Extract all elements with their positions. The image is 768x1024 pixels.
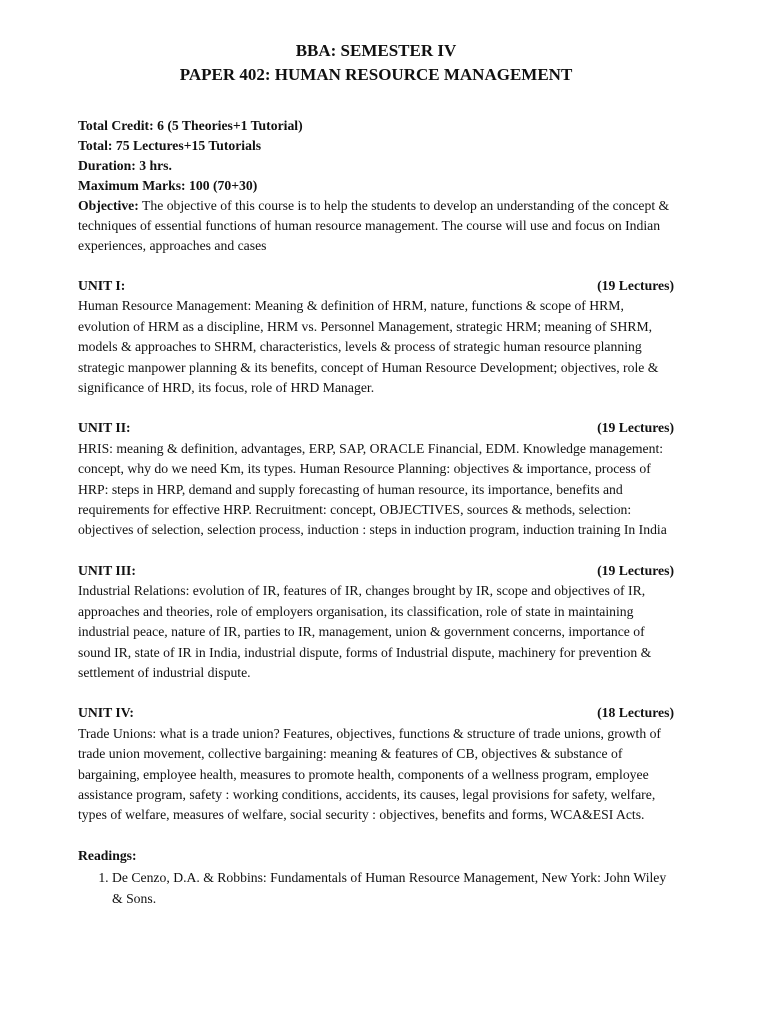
- unit-heading: [78, 561, 674, 581]
- unit-heading: [78, 276, 674, 296]
- unit-body: Industrial Relations: evolution of IR, features of IR, changes brought by IR, scope and objectives of IR, approaches and theories, role of employers organisation, its classification, role of state in maintaining industrial peace, nature of IR, parties to IR, management, union & government concerns, importance of sound IR, state of IR in India, industrial dispute, forms of Industrial dispute, machinery for prevention & settlement of industrial dispute.: [78, 583, 652, 680]
- objective-label: Objective:: [78, 198, 139, 213]
- total-credit: Total Credit: 6 (5 Theories+1 Tutorial): [78, 118, 303, 133]
- unit-body: Trade Unions: what is a trade union? Features, objectives, functions & structure of trade unions, growth of trade union movement, collective bargaining: meaning & features of CB, objectives & substance of bargaining, employee health, measures to promote health, components of a wellness program, employee assistance program, safety : working conditions, accidents, its causes, legal provisions for safety, welfare, types of welfare, measures of welfare, social security : objectives, benefits and forms, WCA&ESI Acts.: [78, 725, 661, 823]
- total-lectures: Total: 75 Lectures+15 Tutorials: [78, 138, 262, 153]
- unit-body: HRIS: meaning & definition, advantages, ERP, SAP, ORACLE Financial, EDM. Knowledge management: concept, why do we need Km, its types. Human Resource Planning: objectives & importance, process of HRP: steps in HRP, demand and supply forecasting of human resource, its importance, benefits and requirements for effective HRP. Recruitment: concept, OBJECTIVES, sources & methods, selection: objectives of selection, selection process, induction : steps in induction program, induction training In India: [78, 440, 667, 538]
- title-line-2: PAPER 402: HUMAN RESOURCE MANAGEMENT: [179, 65, 573, 84]
- objective-text: The objective of this course is to help the students to develop an understanding of the concept & techniques of essential functions of human resource management. The course will use and focus on Indian experiences, approaches and cases: [78, 198, 670, 253]
- unit-section: [78, 703, 674, 825]
- reading-item: 1. De Cenzo, D.A. & Robbins: Fundamentals of Human Resource Management, New York: John Wiley & Sons.: [112, 868, 674, 909]
- unit-title: UNIT III:: [78, 562, 136, 578]
- duration: Duration: 3 hrs.: [78, 158, 172, 173]
- unit-section: [78, 276, 674, 398]
- unit-title: UNIT I:: [78, 278, 126, 293]
- unit-lectures: (18 Lectures): [597, 705, 674, 721]
- unit-lectures: (19 Lectures): [597, 562, 674, 578]
- unit-title: UNIT IV:: [78, 705, 134, 721]
- unit-body: Human Resource Management: Meaning & definition of HRM, nature, functions & scope of HRM, evolution of HRM as a discipline, HRM vs. Personnel Management, strategic HRM; meaning of SHRM, models & approaches to SHRM, characteristics, levels & process of strategic human resource planning strategic manpower planning & its benefits, concept of Human Resource Development; objectives, role & significance of HRD, its focus, role of HRD Manager.: [78, 298, 659, 396]
- document-page: [78, 40, 674, 909]
- unit-lectures: (19 Lectures): [597, 278, 674, 293]
- readings-section: [78, 846, 674, 909]
- unit-title: UNIT II:: [78, 420, 131, 436]
- unit-heading: [78, 703, 674, 723]
- unit-lectures: (19 Lectures): [597, 420, 674, 436]
- maximum-marks: Maximum Marks: 100 (70+30): [78, 178, 258, 193]
- title-line-1: BBA: SEMESTER IV: [295, 41, 457, 60]
- readings-list: [78, 868, 674, 909]
- unit-heading: [78, 418, 674, 438]
- course-meta: [78, 116, 674, 256]
- unit-section: [78, 418, 674, 540]
- readings-title: Readings:: [78, 847, 137, 863]
- objective: [78, 196, 674, 256]
- unit-section: [78, 561, 674, 683]
